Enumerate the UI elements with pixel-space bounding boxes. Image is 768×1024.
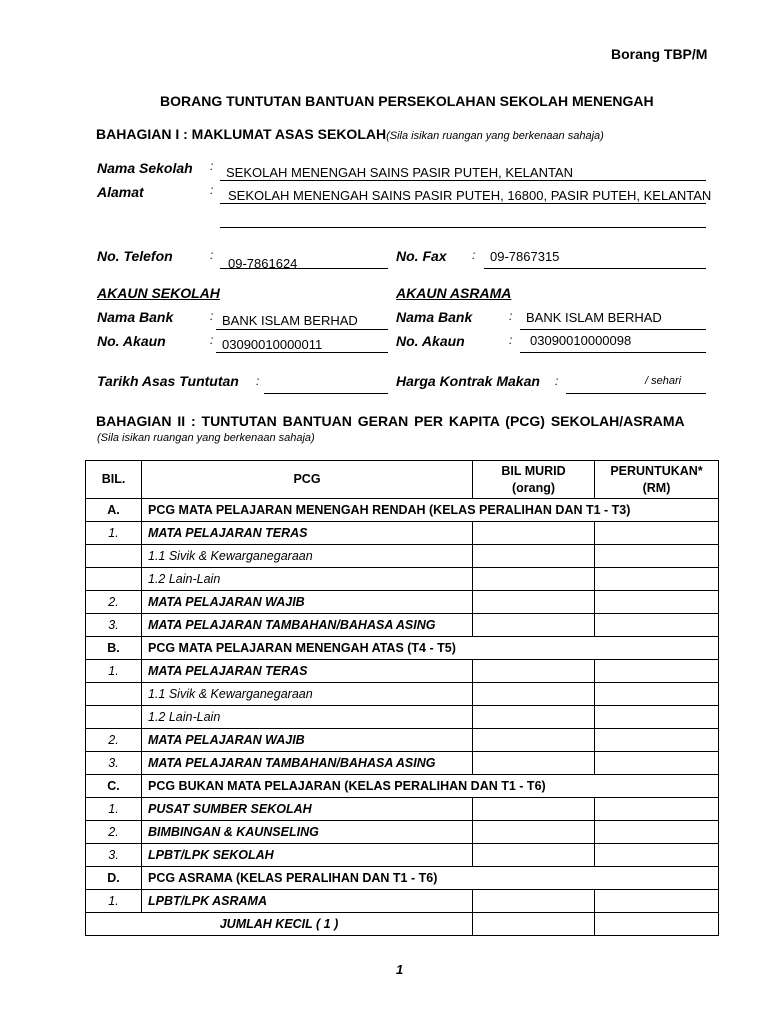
row-pcg-label: 1.1 Sivik & Kewarganegaraan — [142, 683, 473, 706]
hostel-account-label: No. Akaun — [396, 333, 465, 349]
table-header-row — [86, 461, 719, 499]
allocation-cell[interactable] — [595, 821, 719, 844]
allocation-cell[interactable] — [595, 798, 719, 821]
colon: : — [472, 248, 476, 262]
hostel-account-underline — [520, 352, 706, 353]
row-bil: A. — [86, 499, 142, 522]
students-cell[interactable] — [473, 522, 595, 545]
colon: : — [210, 333, 214, 347]
allocation-cell[interactable] — [595, 890, 719, 913]
table-row — [86, 798, 719, 821]
table-section-row — [86, 499, 719, 522]
claim-date-label: Tarikh Asas Tuntutan — [97, 373, 239, 389]
students-cell[interactable] — [473, 545, 595, 568]
pcg-table-body — [86, 499, 719, 913]
table-row — [86, 890, 719, 913]
school-name-underline — [220, 180, 706, 181]
section-title: PCG BUKAN MATA PELAJARAN (KELAS PERALIHAN DAN T1 - T6) — [142, 775, 719, 798]
row-pcg-label: 1.1 Sivik & Kewarganegaraan — [142, 545, 473, 568]
row-bil: 2. — [86, 821, 142, 844]
school-name-value[interactable]: SEKOLAH MENENGAH SAINS PASIR PUTEH, KELANTAN — [226, 165, 573, 180]
hostel-bank-value[interactable]: BANK ISLAM BERHAD — [526, 310, 662, 325]
allocation-cell[interactable] — [595, 752, 719, 775]
phone-underline — [220, 268, 388, 269]
part1-heading-row — [96, 126, 604, 142]
row-bil: 2. — [86, 729, 142, 752]
students-cell[interactable] — [473, 798, 595, 821]
school-account-value[interactable]: 03090010000011 — [222, 337, 323, 352]
address-value[interactable]: SEKOLAH MENENGAH SAINS PASIR PUTEH, 16800, PASIR PUTEH, KELANTAN — [228, 188, 712, 203]
subtotal-row — [86, 913, 719, 936]
form-title: BORANG TUNTUTAN BANTUAN PERSEKOLAHAN SEKOLAH MENENGAH — [160, 93, 654, 109]
table-section-row — [86, 775, 719, 798]
allocation-cell[interactable] — [595, 660, 719, 683]
row-bil — [86, 706, 142, 729]
row-pcg-label: MATA PELAJARAN WAJIB — [142, 591, 473, 614]
table-row — [86, 729, 719, 752]
students-cell[interactable] — [473, 591, 595, 614]
section-title: PCG MATA PELAJARAN MENENGAH ATAS (T4 - T5) — [142, 637, 719, 660]
allocation-cell[interactable] — [595, 545, 719, 568]
fax-value[interactable]: 09-7867315 — [490, 249, 560, 264]
row-pcg-label: 1.2 Lain-Lain — [142, 568, 473, 591]
row-bil: 1. — [86, 890, 142, 913]
form-code: Borang TBP/M — [611, 46, 708, 62]
row-bil: D. — [86, 867, 142, 890]
colon: : — [509, 309, 513, 323]
pcg-table — [85, 460, 719, 936]
phone-value[interactable]: 09-7861624 — [228, 256, 298, 271]
students-cell[interactable] — [473, 844, 595, 867]
col-allocation-header: PERUNTUKAN* (RM) — [595, 461, 719, 499]
table-row — [86, 683, 719, 706]
allocation-cell[interactable] — [595, 522, 719, 545]
students-cell[interactable] — [473, 614, 595, 637]
row-pcg-label: MATA PELAJARAN TAMBAHAN/BAHASA ASING — [142, 614, 473, 637]
col-pcg-header: PCG — [142, 461, 473, 499]
part2-note: (Sila isikan ruangan yang berkenaan sahaja) — [97, 432, 315, 444]
school-bank-underline — [216, 329, 388, 330]
allocation-cell[interactable] — [595, 591, 719, 614]
table-section-row — [86, 867, 719, 890]
row-bil — [86, 568, 142, 591]
address-underline-1 — [220, 203, 706, 204]
section-title: PCG ASRAMA (KELAS PERALIHAN DAN T1 - T6) — [142, 867, 719, 890]
row-pcg-label: LPBT/LPK SEKOLAH — [142, 844, 473, 867]
phone-label: No. Telefon — [97, 248, 173, 264]
row-bil — [86, 683, 142, 706]
hostel-bank-label: Nama Bank — [396, 309, 473, 325]
colon: : — [210, 248, 214, 262]
allocation-cell[interactable] — [595, 568, 719, 591]
allocation-cell[interactable] — [595, 683, 719, 706]
students-cell[interactable] — [473, 568, 595, 591]
subtotal-allocation-cell[interactable] — [595, 913, 719, 936]
students-cell[interactable] — [473, 683, 595, 706]
row-pcg-label: MATA PELAJARAN WAJIB — [142, 729, 473, 752]
subtotal-students-cell[interactable] — [473, 913, 595, 936]
allocation-cell[interactable] — [595, 844, 719, 867]
row-pcg-label: LPBT/LPK ASRAMA — [142, 890, 473, 913]
col-students-header: BIL MURID (orang) — [473, 461, 595, 499]
col-bil-header: BIL. — [86, 461, 142, 499]
meal-price-field[interactable] — [566, 393, 706, 394]
row-bil: 1. — [86, 660, 142, 683]
part1-heading: BAHAGIAN I : MAKLUMAT ASAS SEKOLAH — [96, 126, 387, 142]
fax-label: No. Fax — [396, 248, 447, 264]
table-row — [86, 821, 719, 844]
row-pcg-label: 1.2 Lain-Lain — [142, 706, 473, 729]
row-pcg-label: BIMBINGAN & KAUNSELING — [142, 821, 473, 844]
row-bil: 3. — [86, 614, 142, 637]
table-row — [86, 591, 719, 614]
colon: : — [210, 309, 214, 323]
section-title: PCG MATA PELAJARAN MENENGAH RENDAH (KELAS PERALIHAN DAN T1 - T3) — [142, 499, 719, 522]
address-label: Alamat — [97, 184, 144, 200]
students-cell[interactable] — [473, 752, 595, 775]
row-bil: 3. — [86, 844, 142, 867]
table-row — [86, 545, 719, 568]
hostel-account-value[interactable]: 03090010000098 — [530, 333, 632, 348]
allocation-cell[interactable] — [595, 729, 719, 752]
table-section-row — [86, 637, 719, 660]
hostel-bank-underline — [520, 329, 706, 330]
row-bil: 1. — [86, 522, 142, 545]
row-pcg-label: MATA PELAJARAN TERAS — [142, 660, 473, 683]
row-bil: B. — [86, 637, 142, 660]
claim-date-field[interactable] — [264, 393, 388, 394]
table-row — [86, 706, 719, 729]
table-row — [86, 752, 719, 775]
row-pcg-label: MATA PELAJARAN TAMBAHAN/BAHASA ASING — [142, 752, 473, 775]
school-account-underline — [216, 352, 388, 353]
table-row — [86, 614, 719, 637]
students-cell[interactable] — [473, 706, 595, 729]
colon: : — [210, 183, 214, 197]
school-name-label: Nama Sekolah — [97, 160, 193, 176]
allocation-cell[interactable] — [595, 706, 719, 729]
per-day-label: / sehari — [645, 375, 682, 387]
meal-price-label: Harga Kontrak Makan — [396, 373, 540, 389]
part2-heading: BAHAGIAN II : TUNTUTAN BANTUAN GERAN PER KAPITA (PCG) SEKOLAH/ASRAMA — [96, 413, 685, 429]
address-underline-2 — [220, 227, 706, 228]
row-bil: C. — [86, 775, 142, 798]
students-cell[interactable] — [473, 821, 595, 844]
row-bil: 3. — [86, 752, 142, 775]
school-account-label: No. Akaun — [97, 333, 166, 349]
page-number: 1 — [396, 962, 404, 977]
row-pcg-label: MATA PELAJARAN TERAS — [142, 522, 473, 545]
school-bank-label: Nama Bank — [97, 309, 174, 325]
part1-note: (Sila isikan ruangan yang berkenaan sahaja) — [386, 130, 604, 142]
allocation-cell[interactable] — [595, 614, 719, 637]
table-row — [86, 844, 719, 867]
table-row — [86, 568, 719, 591]
fax-underline — [484, 268, 706, 269]
students-cell[interactable] — [473, 660, 595, 683]
hostel-account-heading: AKAUN ASRAMA — [396, 285, 512, 301]
school-bank-value[interactable]: BANK ISLAM BERHAD — [222, 313, 358, 328]
colon: : — [256, 374, 260, 388]
colon: : — [210, 159, 214, 173]
row-bil: 1. — [86, 798, 142, 821]
row-bil: 2. — [86, 591, 142, 614]
row-pcg-label: PUSAT SUMBER SEKOLAH — [142, 798, 473, 821]
school-account-heading: AKAUN SEKOLAH — [97, 285, 220, 301]
table-row — [86, 522, 719, 545]
students-cell[interactable] — [473, 729, 595, 752]
students-cell[interactable] — [473, 890, 595, 913]
table-row — [86, 660, 719, 683]
row-bil — [86, 545, 142, 568]
colon: : — [509, 333, 513, 347]
colon: : — [555, 374, 559, 388]
subtotal-label: JUMLAH KECIL ( 1 ) — [86, 913, 473, 936]
